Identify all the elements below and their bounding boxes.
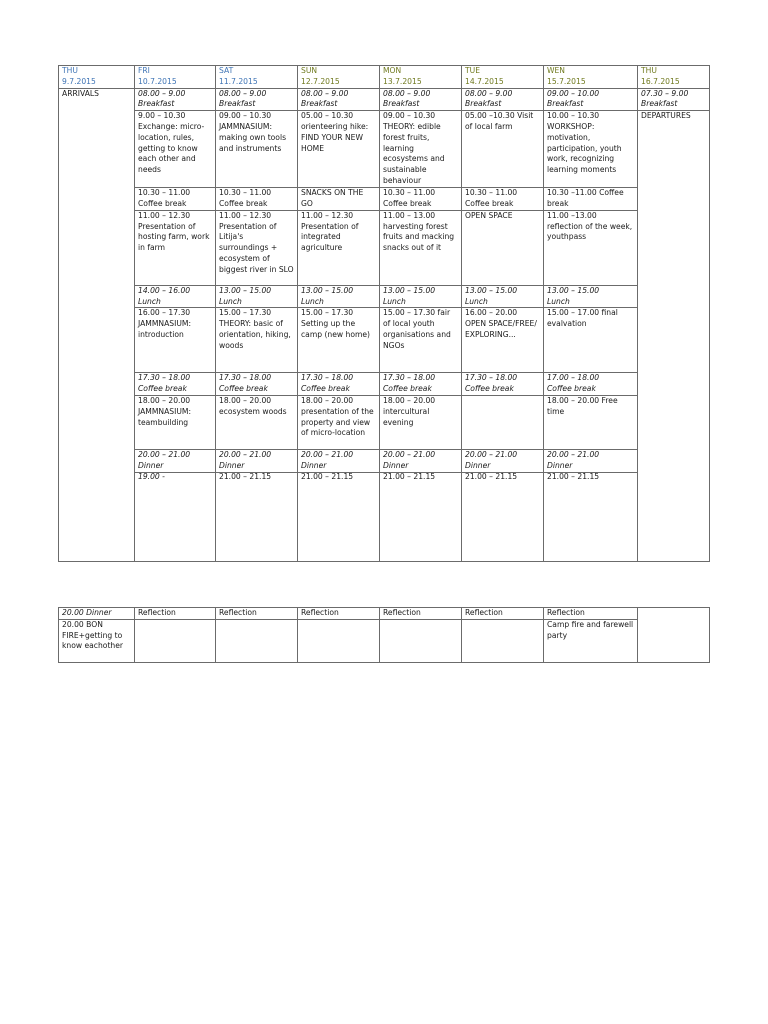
departures-cell: DEPARTURES bbox=[638, 111, 710, 561]
morning-cell: 9.00 – 10.30 Exchange: micro-location, rules, getting to know each other and needs bbox=[135, 111, 216, 188]
afternoon-cell: 15.00 – 17.30 THEORY: basic of orientation, hiking, woods bbox=[216, 308, 298, 373]
day-date: 9.7.2015 bbox=[62, 76, 96, 86]
night-cell: Camp fire and farewell party bbox=[544, 619, 638, 662]
time: 20.00 – 21.00 bbox=[465, 449, 518, 459]
day-header-mon bbox=[380, 66, 462, 89]
label: Dinner bbox=[547, 460, 573, 470]
breakfast-cell bbox=[380, 88, 462, 111]
day-header-wen bbox=[544, 66, 638, 89]
time: 17.30 – 18.00 bbox=[383, 373, 436, 383]
label: Lunch bbox=[383, 296, 406, 306]
empty-cell bbox=[638, 608, 710, 663]
late-morning-cell: 11.00 – 12.30 Presentation of integrated agriculture bbox=[298, 210, 380, 285]
coffee-cell bbox=[298, 373, 380, 396]
morning-cell: 09.00 – 10.30 THEORY: edible forest fruits, learning ecosystems and sustainable behaviour bbox=[380, 111, 462, 188]
arrivals-cell: ARRIVALS bbox=[59, 88, 135, 561]
breakfast-cell bbox=[462, 88, 544, 111]
afternoon-cell: 15.00 – 17.30 Setting up the camp (new home) bbox=[298, 308, 380, 373]
late-row bbox=[59, 472, 710, 561]
morning-cell: 09.00 – 10.30 JAMMNASIUM: making own tools and instruments bbox=[216, 111, 298, 188]
lunch-cell bbox=[462, 285, 544, 308]
label: Lunch bbox=[547, 296, 570, 306]
evening-cell bbox=[462, 395, 544, 449]
coffee-break-1-row bbox=[59, 188, 710, 211]
label: Dinner bbox=[219, 460, 245, 470]
day-header-thu-last bbox=[638, 66, 710, 89]
label: Breakfast bbox=[219, 99, 256, 109]
time: 13.00 – 15.00 bbox=[219, 285, 272, 295]
label: Breakfast bbox=[641, 99, 678, 109]
lunch-cell bbox=[135, 285, 216, 308]
night-cell bbox=[135, 619, 216, 662]
lunch-cell bbox=[298, 285, 380, 308]
label: Coffee break bbox=[138, 384, 187, 394]
reflection-cell: Reflection bbox=[462, 608, 544, 620]
coffee-cell: SNACKS ON THE GO bbox=[298, 188, 380, 211]
time: 17.00 – 18.00 bbox=[547, 373, 600, 383]
coffee-cell bbox=[216, 373, 298, 396]
afternoon-cell: 15.00 – 17.30 fair of local youth organisations and NGOs bbox=[380, 308, 462, 373]
late-cell: 21.00 – 21.15 bbox=[462, 472, 544, 561]
time: 13.00 – 15.00 bbox=[547, 285, 600, 295]
day-header-sun bbox=[298, 66, 380, 89]
morning-cell: 05.00 – 10.30 orienteering hike: FIND YOUR NEW HOME bbox=[298, 111, 380, 188]
day-header-thu bbox=[59, 66, 135, 89]
morning-cell: 05.00 –10.30 Visit of local farm bbox=[462, 111, 544, 188]
day-name: WEN bbox=[547, 66, 565, 75]
header-row bbox=[59, 66, 710, 89]
evening-cell: 18.00 – 20.00 JAMMNASIUM: teambuilding bbox=[135, 395, 216, 449]
dinner-cell bbox=[216, 449, 298, 472]
schedule-table-continued bbox=[58, 607, 710, 663]
label: Coffee break bbox=[301, 384, 350, 394]
lunch-cell bbox=[544, 285, 638, 308]
day-date: 14.7.2015 bbox=[465, 76, 504, 86]
label: Lunch bbox=[219, 296, 242, 306]
breakfast-cell-last-day bbox=[638, 88, 710, 111]
time: 17.30 – 18.00 bbox=[138, 373, 191, 383]
day-header-fri bbox=[135, 66, 216, 89]
afternoon-cell: 16.00 – 17.30 JAMMNASIUM: introduction bbox=[135, 308, 216, 373]
label: Dinner bbox=[138, 460, 164, 470]
late-cell: 21.00 – 21.15 bbox=[544, 472, 638, 561]
reflection-cell: Reflection bbox=[135, 608, 216, 620]
day-name: TUE bbox=[465, 66, 480, 75]
breakfast-cell bbox=[298, 88, 380, 111]
day-name: THU bbox=[62, 66, 78, 75]
label: Breakfast bbox=[547, 99, 584, 109]
label: Dinner bbox=[383, 460, 409, 470]
dinner-first-day-cell: 20.00 Dinner bbox=[59, 608, 135, 620]
afternoon-cell: 15.00 – 17.00 final evalvation bbox=[544, 308, 638, 373]
late-cell: 21.00 – 21.15 bbox=[298, 472, 380, 561]
label: Lunch bbox=[138, 296, 161, 306]
breakfast-cell bbox=[544, 88, 638, 111]
night-row bbox=[59, 619, 710, 662]
lunch-row bbox=[59, 285, 710, 308]
reflection-row bbox=[59, 608, 710, 620]
day-date: 12.7.2015 bbox=[301, 76, 340, 86]
day-name: MON bbox=[383, 66, 402, 75]
afternoon-row bbox=[59, 308, 710, 373]
coffee-cell bbox=[544, 373, 638, 396]
late-morning-cell: 11.00 – 12.30 Presentation of Litija's surroundings + ecosystem of biggest river in SLO bbox=[216, 210, 298, 285]
dinner-cell bbox=[544, 449, 638, 472]
evening-row bbox=[59, 395, 710, 449]
afternoon-cell: 16.00 – 20.00 OPEN SPACE/FREE/ EXPLORING... bbox=[462, 308, 544, 373]
morning-row bbox=[59, 111, 710, 188]
dinner-cell bbox=[135, 449, 216, 472]
time: 17.30 – 18.00 bbox=[301, 373, 354, 383]
time: 08.00 – 9.00 bbox=[301, 88, 349, 98]
reflection-cell: Reflection bbox=[544, 608, 638, 620]
day-date: 11.7.2015 bbox=[219, 76, 258, 86]
night-cell bbox=[298, 619, 380, 662]
time: 08.00 – 9.00 bbox=[465, 88, 513, 98]
label: Dinner bbox=[301, 460, 327, 470]
dinner-cell bbox=[380, 449, 462, 472]
time: 20.00 – 21.00 bbox=[547, 449, 600, 459]
time: 08.00 – 9.00 bbox=[219, 88, 267, 98]
time: 20.00 – 21.00 bbox=[383, 449, 436, 459]
reflection-cell: Reflection bbox=[216, 608, 298, 620]
day-name: FRI bbox=[138, 66, 150, 75]
day-name: THU bbox=[641, 66, 657, 75]
day-name: SAT bbox=[219, 66, 234, 75]
late-cell: 19.00 - bbox=[135, 472, 216, 561]
late-morning-cell: 11.00 – 12.30 Presentation of hosting farm, work in farm bbox=[135, 210, 216, 285]
evening-cell: 18.00 – 20.00 presentation of the property and view of micro-location bbox=[298, 395, 380, 449]
breakfast-row bbox=[59, 88, 710, 111]
breakfast-cell bbox=[216, 88, 298, 111]
day-name: SUN bbox=[301, 66, 318, 75]
bonfire-cell: 20.00 BON FIRE+getting to know eachother bbox=[59, 619, 135, 662]
evening-cell: 18.00 – 20.00 Free time bbox=[544, 395, 638, 449]
label: Breakfast bbox=[301, 99, 338, 109]
late-cell: 21.00 – 21.15 bbox=[380, 472, 462, 561]
lunch-cell bbox=[216, 285, 298, 308]
time: 07.30 – 9.00 bbox=[641, 88, 689, 98]
morning-cell: 10.00 – 10.30 WORKSHOP: motivation, participation, youth work, recognizing learning moments bbox=[544, 111, 638, 188]
day-date: 16.7.2015 bbox=[641, 76, 680, 86]
dinner-row bbox=[59, 449, 710, 472]
coffee-cell bbox=[135, 373, 216, 396]
dinner-cell bbox=[298, 449, 380, 472]
coffee-cell: 10.30 – 11.00 Coffee break bbox=[216, 188, 298, 211]
reflection-cell: Reflection bbox=[380, 608, 462, 620]
time: 13.00 – 15.00 bbox=[301, 285, 354, 295]
day-date: 13.7.2015 bbox=[383, 76, 422, 86]
late-morning-cell: 11.00 – 13.00 harvesting forest fruits and macking snacks out of it bbox=[380, 210, 462, 285]
label: Lunch bbox=[465, 296, 488, 306]
time: 13.00 – 15.00 bbox=[465, 285, 518, 295]
late-morning-cell: OPEN SPACE bbox=[462, 210, 544, 285]
day-date: 15.7.2015 bbox=[547, 76, 586, 86]
day-date: 10.7.2015 bbox=[138, 76, 177, 86]
breakfast-cell bbox=[135, 88, 216, 111]
schedule-table bbox=[58, 65, 710, 562]
dinner-cell bbox=[462, 449, 544, 472]
day-header-tue bbox=[462, 66, 544, 89]
time: 14.00 – 16.00 bbox=[138, 285, 191, 295]
late-morning-row bbox=[59, 210, 710, 285]
label: Coffee break bbox=[547, 384, 596, 394]
label: Coffee break bbox=[465, 384, 514, 394]
time: 08.00 – 9.00 bbox=[383, 88, 431, 98]
night-cell bbox=[380, 619, 462, 662]
label: Coffee break bbox=[219, 384, 268, 394]
time: 13.00 – 15.00 bbox=[383, 285, 436, 295]
label: Breakfast bbox=[465, 99, 502, 109]
time: 08.00 – 9.00 bbox=[138, 88, 186, 98]
label: Breakfast bbox=[138, 99, 175, 109]
label: Coffee break bbox=[383, 384, 432, 394]
evening-cell: 18.00 – 20.00 ecosystem woods bbox=[216, 395, 298, 449]
time: 20.00 – 21.00 bbox=[301, 449, 354, 459]
night-cell bbox=[462, 619, 544, 662]
time: 09.00 – 10.00 bbox=[547, 88, 600, 98]
coffee-cell: 10.30 – 11.00 Coffee break bbox=[462, 188, 544, 211]
day-header-sat bbox=[216, 66, 298, 89]
coffee-cell bbox=[380, 373, 462, 396]
time: 20.00 – 21.00 bbox=[219, 449, 272, 459]
time: 20.00 – 21.00 bbox=[138, 449, 191, 459]
night-cell bbox=[216, 619, 298, 662]
coffee-cell: 10.30 – 11.00 Coffee break bbox=[135, 188, 216, 211]
label: Breakfast bbox=[383, 99, 420, 109]
label: Dinner bbox=[465, 460, 491, 470]
coffee-break-2-row bbox=[59, 373, 710, 396]
coffee-cell bbox=[462, 373, 544, 396]
time: 17.30 – 18.00 bbox=[465, 373, 518, 383]
coffee-cell: 10.30 – 11.00 Coffee break bbox=[380, 188, 462, 211]
lunch-cell bbox=[380, 285, 462, 308]
label: Lunch bbox=[301, 296, 324, 306]
late-cell: 21.00 – 21.15 bbox=[216, 472, 298, 561]
late-morning-cell: 11.00 –13.00 reflection of the week, youthpass bbox=[544, 210, 638, 285]
reflection-cell: Reflection bbox=[298, 608, 380, 620]
time: 17.30 – 18.00 bbox=[219, 373, 272, 383]
coffee-cell: 10.30 –11.00 Coffee break bbox=[544, 188, 638, 211]
evening-cell: 18.00 – 20.00 intercultural evening bbox=[380, 395, 462, 449]
